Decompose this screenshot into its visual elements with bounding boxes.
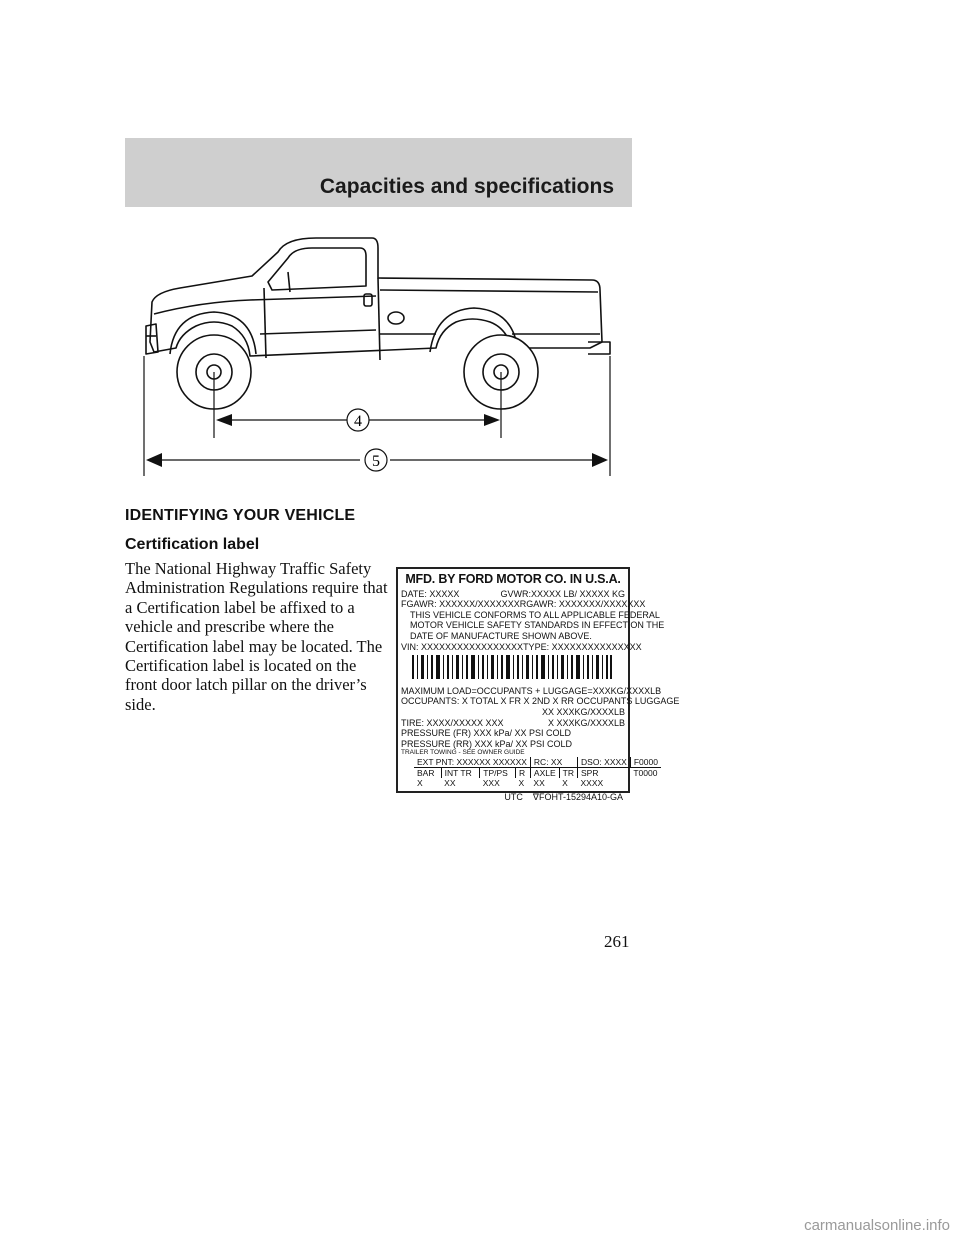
label-conform-2: MOTOR VEHICLE SAFETY STANDARDS IN EFFECT ON THE <box>410 620 665 631</box>
label-value-tr: X <box>562 778 568 789</box>
label-t-code: T0000 <box>633 768 658 779</box>
label-row-date <box>398 589 628 600</box>
label-code-grid <box>414 757 658 789</box>
label-conform-3: DATE OF MANUFACTURE SHOWN ABOVE. <box>410 630 592 641</box>
label-conform-1: THIS VEHICLE CONFORMS TO ALL APPLICABLE FEDERAL <box>410 609 660 620</box>
label-value-tp-ps: XXX <box>482 778 500 789</box>
label-gvwr: GVWR:XXXXX LB/ XXXXX KG <box>500 588 625 599</box>
page-number: 261 <box>604 932 630 951</box>
label-value-r: X <box>518 778 525 789</box>
label-r: R <box>516 768 531 779</box>
label-pressure-rear: PRESSURE (RR) XXX kPa/ XX PSI COLD <box>401 738 573 749</box>
label-date: DATE: XXXXX <box>401 588 460 599</box>
label-vin: VIN: XXXXXXXXXXXXXXXXX <box>401 641 524 652</box>
label-row-tire <box>398 718 628 729</box>
label-dso: DSO: XXXX <box>578 757 631 768</box>
label-tr: TR <box>559 768 577 779</box>
label-occupant-values-2: X XXXKG/XXXXLB <box>547 717 625 728</box>
label-int-tr: INT TR <box>441 768 480 779</box>
label-part-code: FOHT-15294A10-GA <box>538 792 623 803</box>
section-title: Capacities and specifications <box>319 175 614 198</box>
label-utc: UTC <box>504 792 523 803</box>
label-value-bar: X <box>417 778 423 789</box>
label-max-load: MAXIMUM LOAD=OCCUPANTS + LUGGAGE=XXXKG/XXXXLB <box>401 685 662 696</box>
watermark: carmanualsonline.info <box>804 1217 950 1234</box>
label-type: TYPE: XXXXXXXXXXXXXXX <box>523 641 642 652</box>
section-header-band <box>125 138 632 207</box>
label-f-code: F0000 <box>630 757 661 768</box>
label-value-spr: XXXX <box>580 778 604 789</box>
label-rgawr: RGAWR: XXXXXXX/XXXXXXX <box>519 599 646 610</box>
label-fgawr: FGAWR: XXXXXX/XXXXXXX <box>401 599 520 610</box>
label-value-int-tr: XX <box>444 778 456 789</box>
label-occupant-values-1: XX XXXKG/XXXXLB <box>541 706 625 717</box>
label-rc: RC: XX <box>530 757 577 768</box>
body-paragraph: The National Highway Traffic Safety Administration Regulations require that a Certification label be affixed to a vehicle and prescribe where the Certification label may be located. The Certification label is located on the front door latch pillar on the driver’s side. <box>125 559 388 714</box>
barcode <box>412 655 612 679</box>
label-bar: BAR <box>417 768 435 779</box>
certification-label-image <box>396 567 680 803</box>
section-heading: IDENTIFYING YOUR VEHICLE <box>125 507 356 524</box>
callout-overall-length: 5 <box>372 453 380 470</box>
label-tire: TIRE: XXXX/XXXXX XXX <box>401 717 504 728</box>
label-row-gawr <box>398 599 646 610</box>
label-axle: AXLE <box>530 768 559 779</box>
label-pressure-front: PRESSURE (FR) XXX kPa/ XX PSI COLD <box>401 728 572 739</box>
callout-wheelbase: 4 <box>354 413 362 430</box>
label-footer <box>398 792 628 803</box>
label-ext-paint: EXT PNT: XXXXXX XXXXXX <box>417 757 527 768</box>
label-row-vin <box>398 641 642 653</box>
label-trailer-towing: TRAILER TOWING - SEE OWNER GUIDE <box>401 749 525 757</box>
label-tp-ps: TP/PS <box>480 768 516 779</box>
inverted-triangle-icon: ∇ <box>532 792 539 803</box>
label-spr: SPR <box>578 768 631 779</box>
subsection-heading: Certification label <box>125 536 260 553</box>
truck-dimensions-diagram <box>140 230 615 480</box>
label-value-axle: XX <box>533 778 545 789</box>
label-occupants: OCCUPANTS: X TOTAL X FR X 2ND X RR OCCUPANTS LUGGAGE <box>401 696 680 707</box>
label-title: MFD. BY FORD MOTOR CO. IN U.S.A. <box>405 572 621 586</box>
